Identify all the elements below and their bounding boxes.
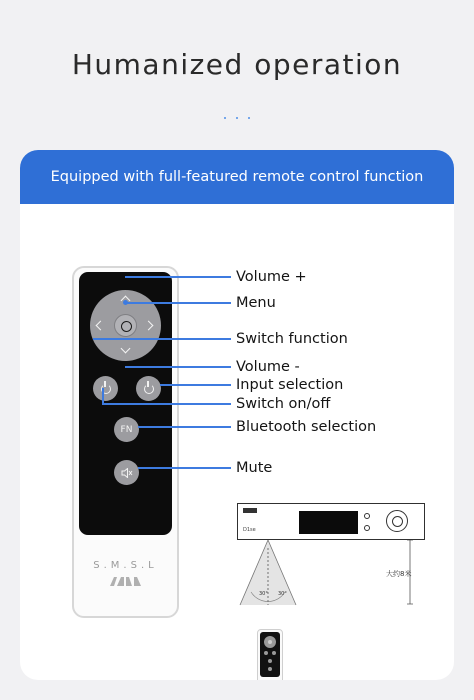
distance-label: 大约8米: [386, 570, 412, 578]
device-button-bottom: [364, 525, 370, 531]
input-power-icon: [136, 376, 161, 401]
device-name: D1se: [243, 527, 256, 533]
mute-speaker-icon: [114, 460, 139, 485]
angle-left: 30°: [259, 591, 268, 597]
callout-volume-up: Volume +: [236, 269, 307, 285]
bluetooth-line: [138, 426, 231, 428]
callout-bluetooth: Bluetooth selection: [236, 419, 377, 435]
callout-switch-function: Switch function: [236, 331, 348, 347]
switch-onoff-vline: [102, 388, 104, 404]
switch-onoff-line: [102, 403, 231, 405]
callout-switch-onoff: Switch on/off: [236, 396, 331, 412]
amplifier-device: [237, 503, 425, 540]
decorative-dots: [0, 106, 474, 124]
volume-up-line: [125, 276, 231, 278]
callout-input-selection: Input selection: [236, 377, 344, 393]
menu-line: [126, 302, 231, 304]
fn-icon: [114, 417, 139, 442]
power-icon: [93, 376, 118, 401]
device-knob-icon: [386, 510, 408, 532]
callout-volume-down: Volume -: [236, 359, 300, 375]
page-title: Humanized operation: [71, 48, 403, 81]
menu-circle-icon: [114, 314, 137, 337]
brand-text: S.M.S.L: [93, 560, 158, 571]
card-header: Equipped with full-featured remote control function: [20, 150, 454, 204]
mini-remote: [257, 629, 283, 680]
left-arrow-icon: [96, 321, 106, 331]
remote-control: [72, 266, 179, 618]
ir-range-diagram: [235, 540, 435, 630]
mute-line: [138, 467, 231, 469]
feature-card: [20, 150, 454, 680]
callout-mute: Mute: [236, 460, 273, 476]
input-selection-line: [160, 384, 231, 386]
card-body: [20, 204, 454, 680]
angle-right: 30°: [278, 591, 287, 597]
mini-remote-face: [260, 632, 280, 677]
smsl-logo-icon: [110, 577, 141, 586]
fn-label: FN: [120, 424, 133, 435]
right-arrow-icon: [144, 321, 154, 331]
switch-function-line: [93, 338, 231, 340]
device-button-top: [364, 513, 370, 519]
device-logo-icon: [243, 508, 257, 513]
callout-menu: Menu: [236, 295, 276, 311]
down-arrow-icon: [121, 344, 131, 354]
volume-down-line: [125, 366, 231, 368]
device-display: [299, 511, 358, 534]
